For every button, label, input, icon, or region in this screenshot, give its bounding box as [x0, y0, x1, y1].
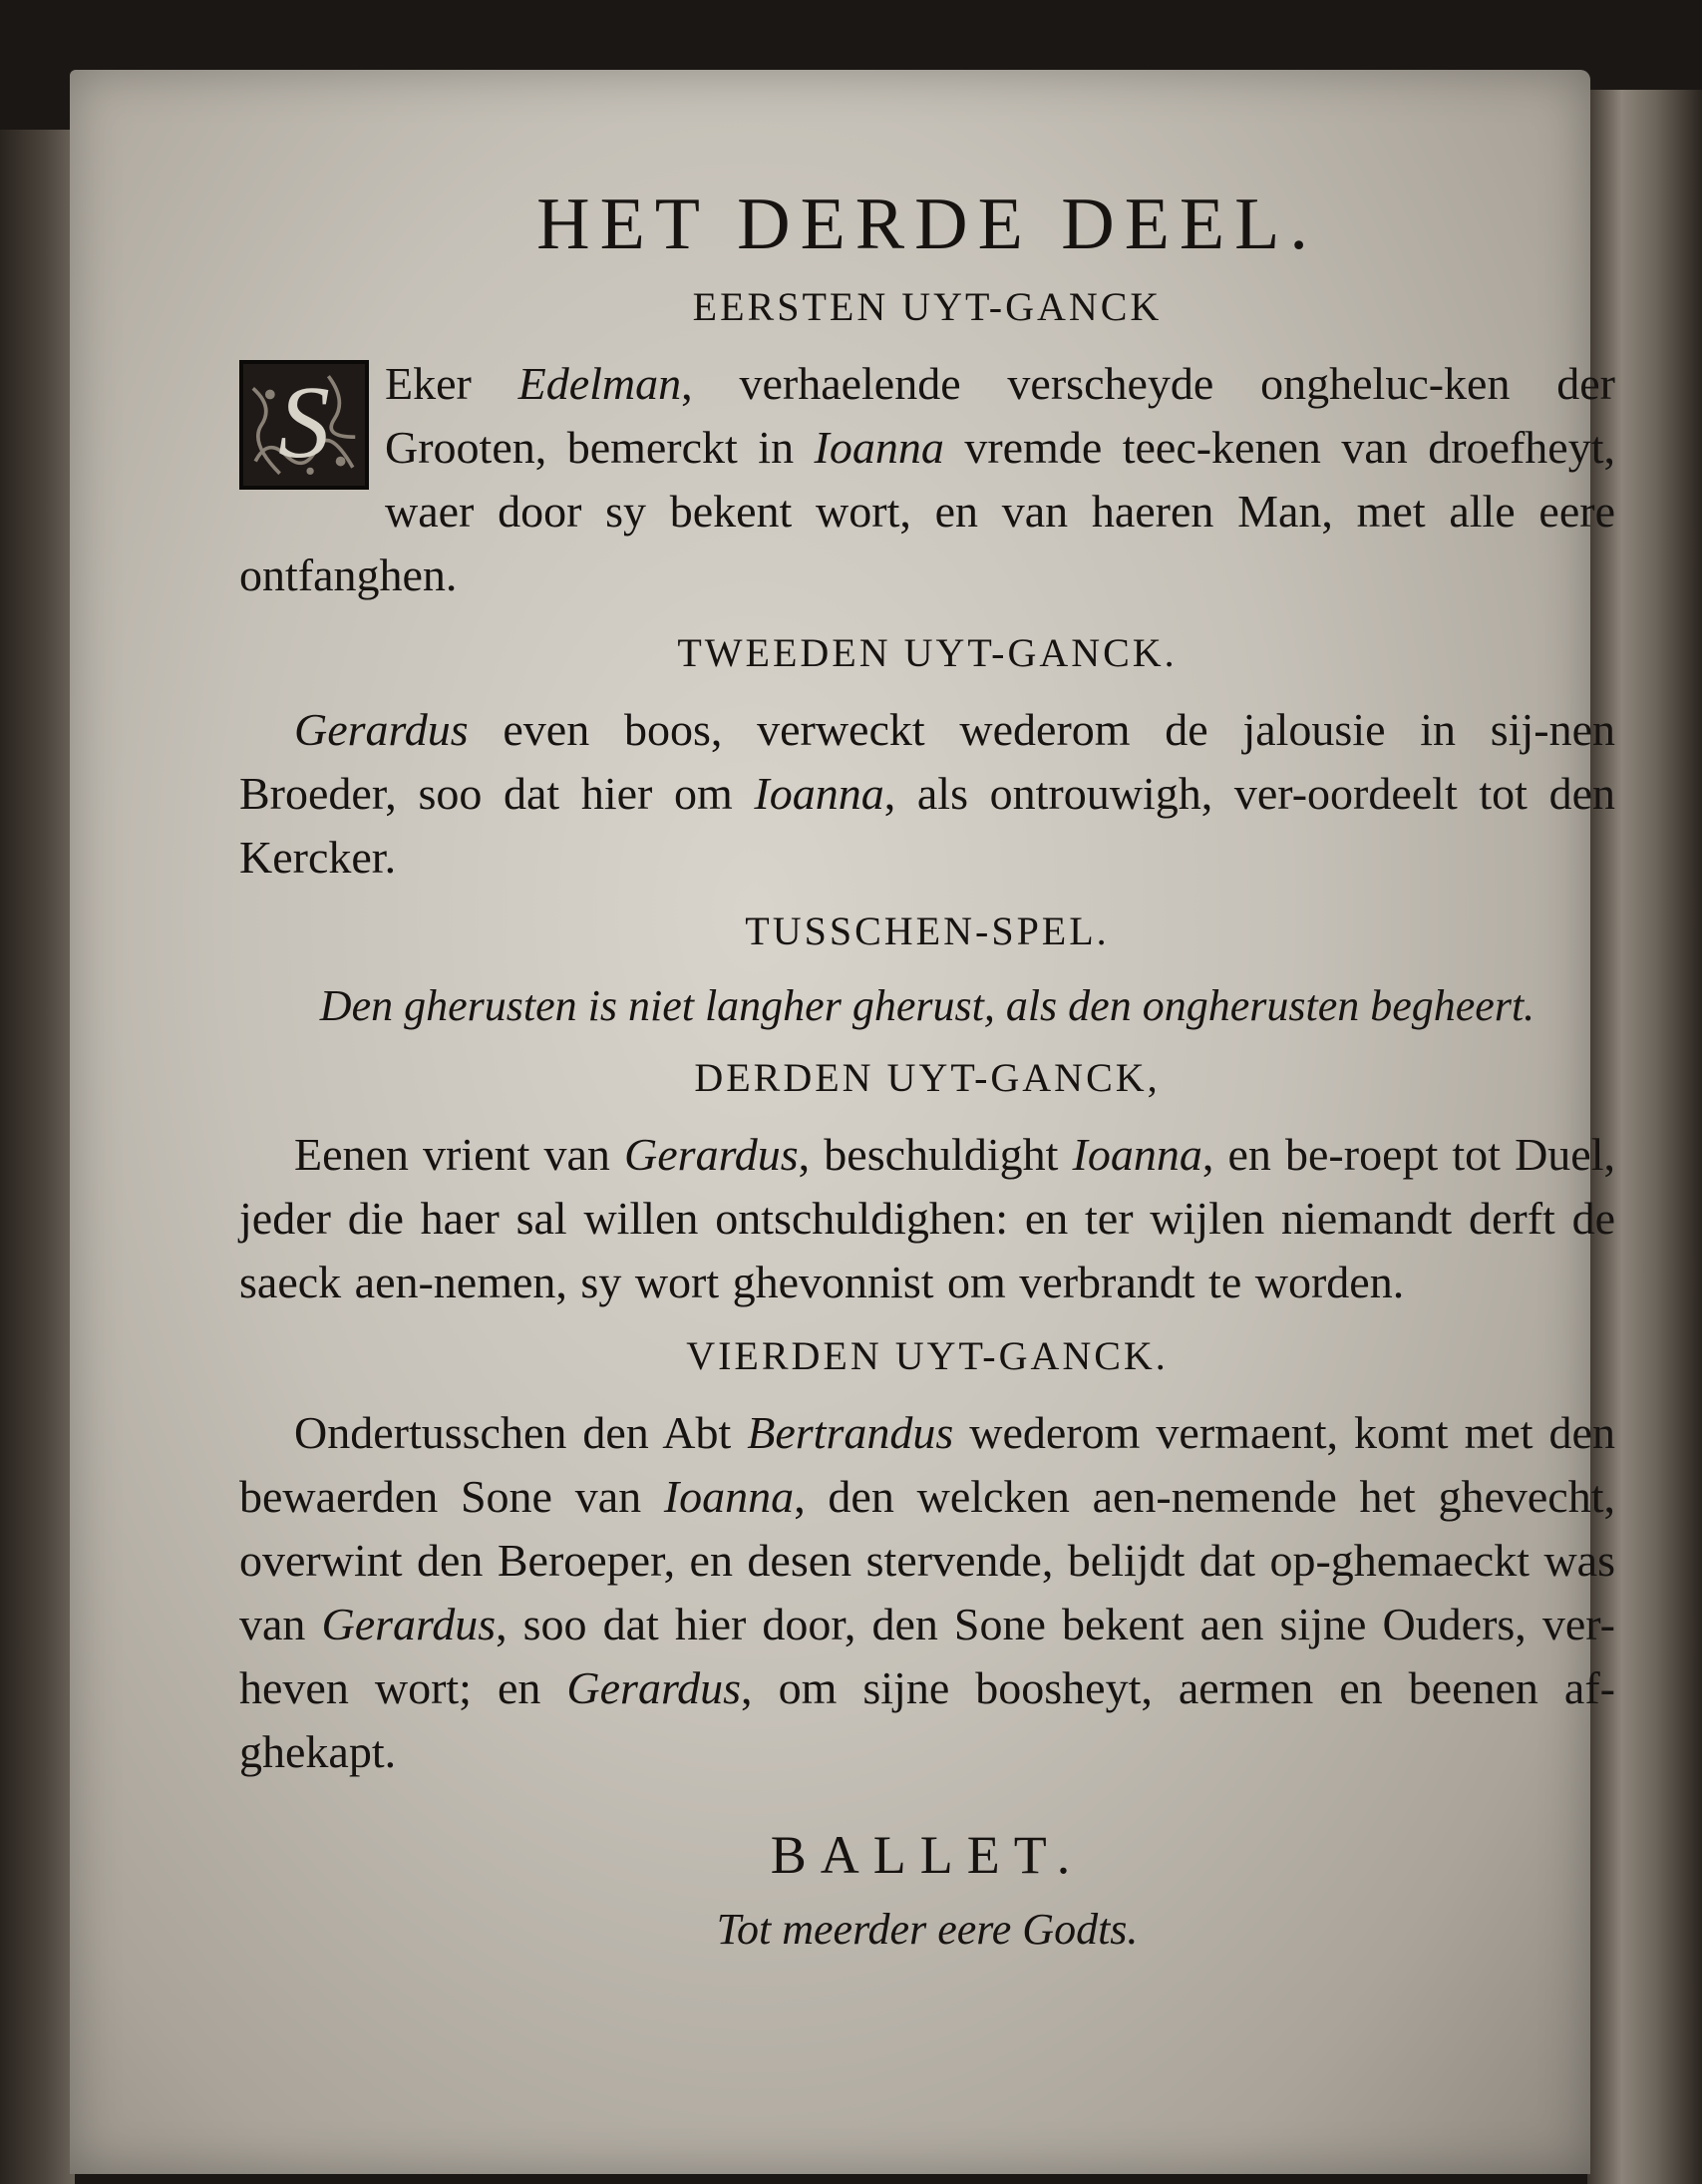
- italic-name: Ioanna: [814, 422, 944, 474]
- text-run: , om sijne boosheyt, aermen en beenen af-ghekapt.: [239, 1662, 1615, 1778]
- text-run: , en be-roept tot Duel, jeder die haer sal willen ontschuldighen: en ter wijlen niemandt derft de saeck aen-nemen, sy wort ghevonnist om verbrandt te worden.: [239, 1129, 1615, 1308]
- italic-name: Gerardus: [624, 1129, 799, 1181]
- ballet-heading: BALLET.: [770, 1825, 1085, 1886]
- section-heading-first: EERSTEN UYT-GANCK: [692, 284, 1163, 330]
- italic-name: Ioanna: [663, 1471, 795, 1523]
- italic-name: Edelman: [517, 358, 682, 410]
- text-run: Ondertusschen den Abt: [294, 1407, 748, 1459]
- text-run: even boos, verweckt wederom de jalousie in sij-nen Broeder, soo dat hier om: [239, 704, 1615, 820]
- text-run: , als ontrouwigh, ver-oordeelt tot den Kercker.: [239, 768, 1615, 884]
- section-heading-third: DERDEN UYT-GANCK,: [694, 1055, 1161, 1101]
- drop-cap-letter: S: [278, 365, 330, 481]
- text-run: vremde teec-kenen van droefheyt, waer door sy bekent wort, en van haeren Man, met alle eere ontfanghen.: [239, 422, 1615, 601]
- ornamental-drop-cap: [239, 360, 369, 490]
- section-heading-second: TWEEDEN UYT-GANCK.: [677, 630, 1178, 676]
- italic-name: Gerardus: [321, 1599, 497, 1650]
- italic-name: Gerardus: [566, 1662, 742, 1714]
- italic-name: Ioanna: [1072, 1129, 1202, 1181]
- text-run: , den welcken aen-nemende het ghevecht, overwint den Beroeper, en desen stervende, belijdt dat op-ghemaeckt was van: [239, 1471, 1615, 1650]
- closing-motto: Tot meerder eere Godts.: [716, 1905, 1139, 1955]
- italic-name: Gerardus: [294, 704, 469, 756]
- paragraph-third: [239, 1123, 1615, 1314]
- italic-name: Bertrandus: [747, 1407, 954, 1459]
- section-heading-fourth: VIERDEN UYT-GANCK.: [686, 1333, 1169, 1379]
- text-run: , soo dat hier door, den Sone bekent aen sijne Ouders, ver-heven wort; en: [239, 1599, 1615, 1714]
- italic-name: Ioanna: [754, 768, 884, 820]
- text-run: , beschuldight: [798, 1129, 1073, 1181]
- text-run: Eenen vrient van: [294, 1129, 625, 1181]
- paragraph-first: [239, 352, 1615, 611]
- interlude-motto: Den gherusten is niet langher gherust, als den ongherusten begheert.: [319, 981, 1535, 1031]
- text-run: wederom vermaent, komt met den bewaerden Sone van: [239, 1407, 1615, 1523]
- book-binding-left: [0, 130, 75, 2184]
- text-run: Eker: [385, 358, 518, 410]
- page-title: HET DERDE DEEL.: [536, 183, 1318, 265]
- paragraph-second: [239, 698, 1615, 890]
- page-content: [239, 184, 1615, 1955]
- text-run: , verhaelende verscheyde ongheluc-ken der Grooten, bemerckt in: [385, 358, 1615, 474]
- section-heading-interlude: TUSSCHEN-SPEL.: [745, 909, 1110, 954]
- paragraph-fourth: [239, 1401, 1615, 1784]
- book-page: [70, 70, 1615, 2174]
